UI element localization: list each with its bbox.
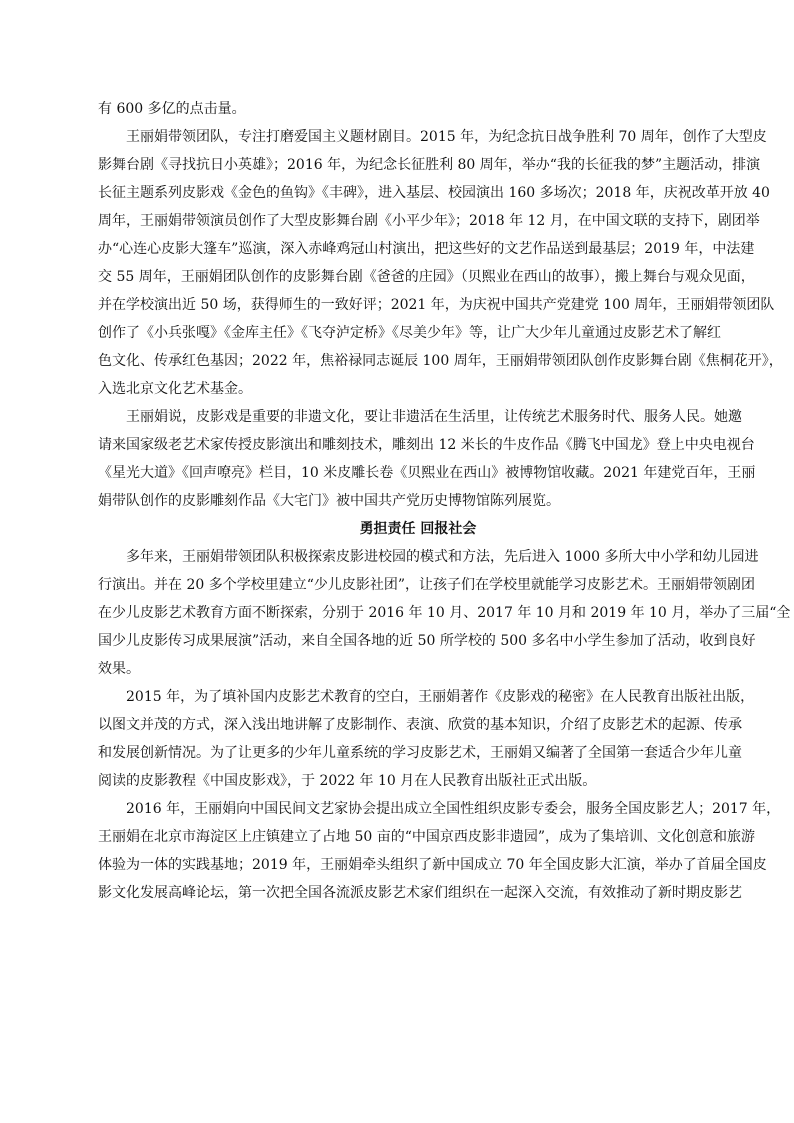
text-line: 并在学校演出近 50 场，获得师生的一致好评；2021 年，为庆祝中国共产党建党 100 周年，王丽娟带领团队 [98, 297, 775, 313]
paragraph-continuation [98, 95, 738, 123]
text-line: 影文化发展高峰论坛，第一次把全国各流派皮影艺术家们组织在一起深入交流，有效推动了新时期皮影艺 [98, 885, 742, 901]
text-line: 色文化、传承红色基因；2022 年，焦裕禄同志诞辰 100 周年，王丽娟带领团队创作皮影舞台剧《焦桐花开》， [98, 353, 783, 369]
text-line: 请来国家级老艺术家传授皮影演出和雕刻技术，雕刻出 12 米长的牛皮作品《腾飞中国龙》登上中央电视台 [98, 437, 755, 453]
text-line: 王丽娟说，皮影戏是重要的非遗文化，要让非遗活在生活里，让传统艺术服务时代、服务人民。她邀 [126, 409, 742, 425]
text-line: 周年，王丽娟带领演员创作了大型皮影舞台剧《小平少年》；2018 年 12 月，在中国文联的支持下，剧团举 [98, 213, 760, 229]
text-line: 王丽娟带领团队，专注打磨爱国主义题材剧目。2015 年，为纪念抗日战争胜利 70 周年，创作了大型皮 [126, 129, 767, 145]
text-line: 《星光大道》《回声嘹亮》栏目，10 米皮雕长卷《贝熙业在西山》被博物馆收藏。2021 年建党百年，王丽 [98, 465, 756, 481]
paragraph-school-outreach [98, 543, 791, 683]
text-line: 阅读的皮影教程《中国皮影戏》，于 2022 年 10 月在人民教育出版社正式出版。 [98, 773, 597, 789]
paragraph-organization [98, 795, 781, 907]
document-page [98, 95, 791, 907]
text-line: 有 600 多亿的点击量。 [98, 101, 246, 117]
paragraph-heritage [98, 403, 756, 515]
text-line: 2016 年，王丽娟向中国民间文艺家协会提出成立全国性组织皮影专委会，服务全国皮影艺人；2017 年， [126, 801, 781, 817]
text-line: 以图文并茂的方式，深入浅出地讲解了皮影制作、表演、欣赏的基本知识，介绍了皮影艺术的起源、传承 [98, 717, 742, 733]
text-line: 在少儿皮影艺术教育方面不断探索，分别于 2016 年 10 月、2017 年 10 月和 2019 年 10 月，举办了三届“全 [98, 605, 791, 621]
text-line: 王丽娟在北京市海淀区上庄镇建立了占地 50 亩的“中国京西皮影非遗园”，成为了集培训、文化创意和旅游 [98, 829, 756, 845]
text-line: 体验为一体的实践基地；2019 年，王丽娟牵头组织了新中国成立 70 年全国皮影大汇演，举办了首届全国皮 [98, 857, 767, 873]
text-line: 入选北京文化艺术基金。 [98, 381, 252, 397]
text-line: 创作了《小兵张嘎》《金库主任》《飞夺泸定桥》《尽美少年》等，让广大少年儿童通过皮影艺术了解红 [98, 325, 721, 341]
text-line: 多年来，王丽娟带领团队积极探索皮影进校园的模式和方法，先后进入 1000 多所大中小学和幼儿园进 [126, 549, 759, 565]
text-line: 国少儿皮影传习成果展演”活动，来自全国各地的近 50 所学校的 500 多名中小学生参加了活动，收到良好 [98, 633, 756, 649]
text-line: 长征主题系列皮影戏《金色的鱼钩》《丰碑》，进入基层、校园演出 160 多场次；2018 年，庆祝改革开放 40 [98, 185, 770, 201]
text-line: 2015 年，为了填补国内皮影艺术教育的空白，王丽娟著作《皮影戏的秘密》在人民教育出版社出版， [126, 689, 755, 705]
text-line: 娟带队创作的皮影雕刻作品《大宅门》被中国共产党历史博物馆陈列展览。 [98, 493, 560, 509]
text-line: 影舞台剧《寻找抗日小英雄》；2016 年，为纪念长征胜利 80 周年，举办“我的长征我的梦”主题活动，排演 [98, 157, 761, 173]
text-line: 和发展创新情况。为了让更多的少年儿童系统的学习皮影艺术，王丽娟又编著了全国第一套适合少年儿童 [98, 745, 742, 761]
text-line: 行演出。并在 20 多个学校里建立“少儿皮影社团”，让孩子们在学校里就能学习皮影艺术。王丽娟带领剧团 [98, 577, 756, 593]
paragraph-education-books [98, 683, 755, 795]
text-line: 交 55 周年，王丽娟团队创作的皮影舞台剧《爸爸的庄园》（贝熙业在西山的故事），搬上舞台与观众见面， [98, 269, 755, 285]
section-heading: 勇担责任 回报社会 [359, 521, 477, 537]
paragraph-patriotic-works [98, 123, 783, 403]
text-line: 办“心连心皮影大篷车”巡演，深入赤峰鸡冠山村演出，把这些好的文艺作品送到最基层；2019 年，中法建 [98, 241, 755, 257]
text-line: 效果。 [98, 661, 140, 677]
